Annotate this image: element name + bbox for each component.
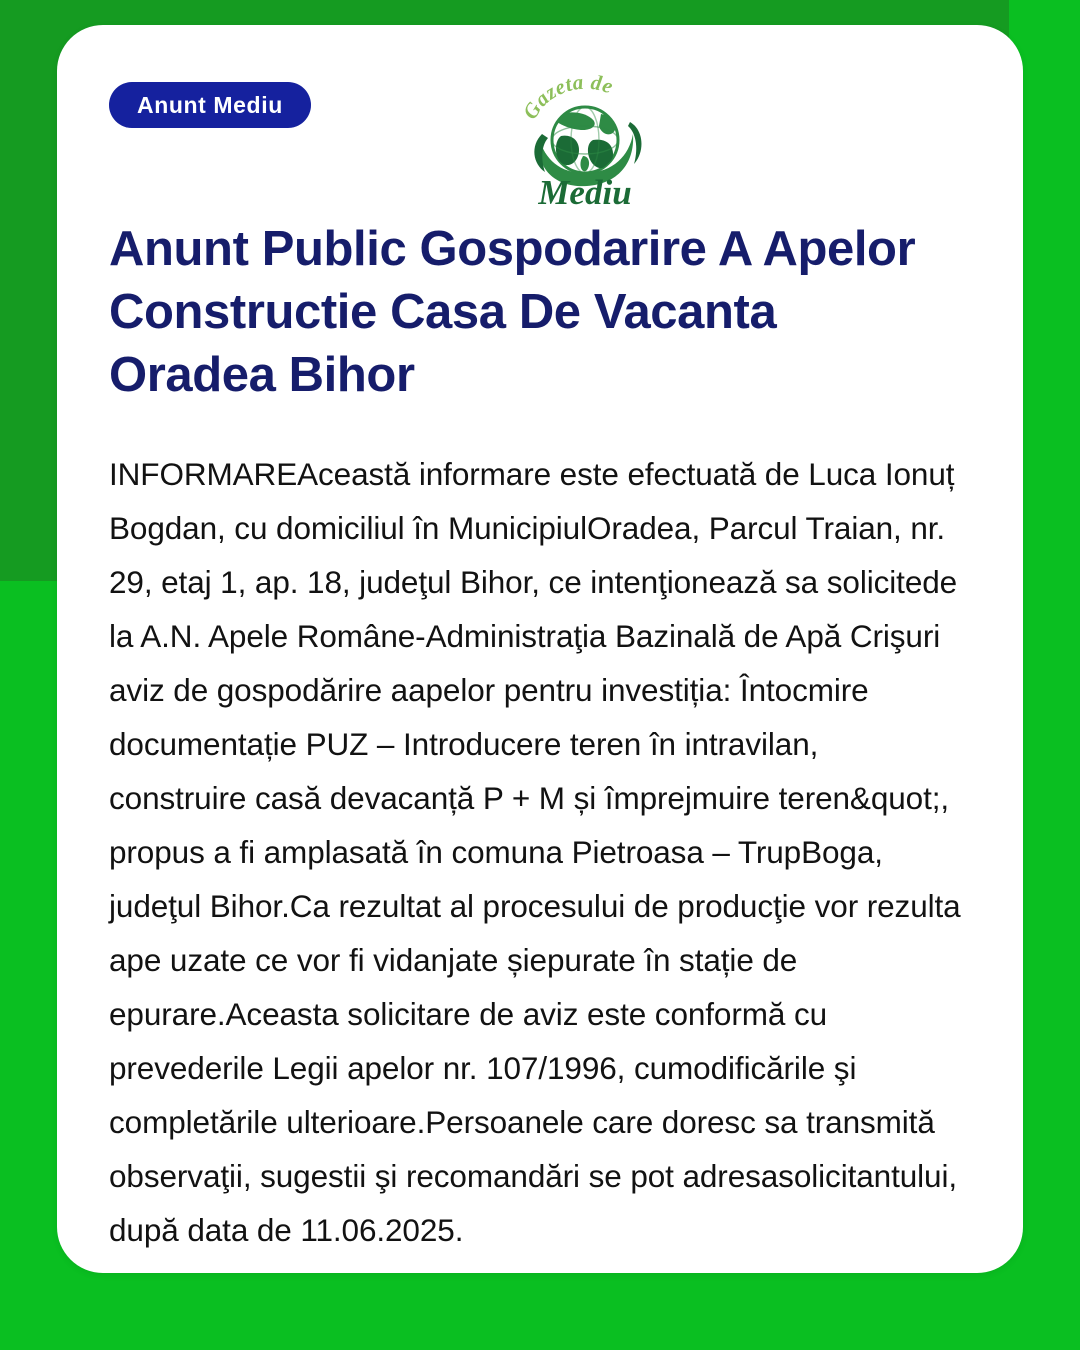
card-inner [57, 25, 1023, 1257]
svg-text:Gazeta de: Gazeta de [517, 69, 617, 124]
category-badge[interactable]: Anunt Mediu [109, 82, 311, 128]
svg-text:Mediu: Mediu [538, 173, 632, 206]
content-card [57, 25, 1023, 1273]
card-header [109, 56, 971, 206]
article-body: INFORMAREAceastă informare este efectuată de Luca Ionuț Bogdan, cu domiciliul în MunicipiulOradea, Parcul Traian, nr. 29, etaj 1, ap. 18, judeţul Bihor, ce intenţionează sa solicitede la A.N. Apele Române-Administraţia Bazinală de Apă Crişuri aviz de gospodărire aapelor pentru investiția: Întocmire documentație PUZ – Introducere teren în intravilan, construire casă devacanță P + M și împrejmuire teren&quot;, propus a fi amplasată în comuna Pietroasa – TrupBoga, judeţul Bihor.Ca rezultat al procesului de producţie vor rezulta ape uzate ce vor fi vidanjate șiepurate în stație de epurare.Aceasta solicitare de aviz este conformă cu prevederile Legii apelor nr. 107/1996, cumodificările şi completările ulterioare.Persoanele care doresc sa transmită observaţii, sugestii şi recomandări se pot adresasolicitantului, după data de 11.06.2025. [109, 456, 961, 1248]
page-title: Anunt Public Gospodarire A Apelor Constructie Casa De Vacanta Oradea Bihor [109, 222, 916, 402]
gazeta-de-mediu-logo [517, 60, 653, 206]
